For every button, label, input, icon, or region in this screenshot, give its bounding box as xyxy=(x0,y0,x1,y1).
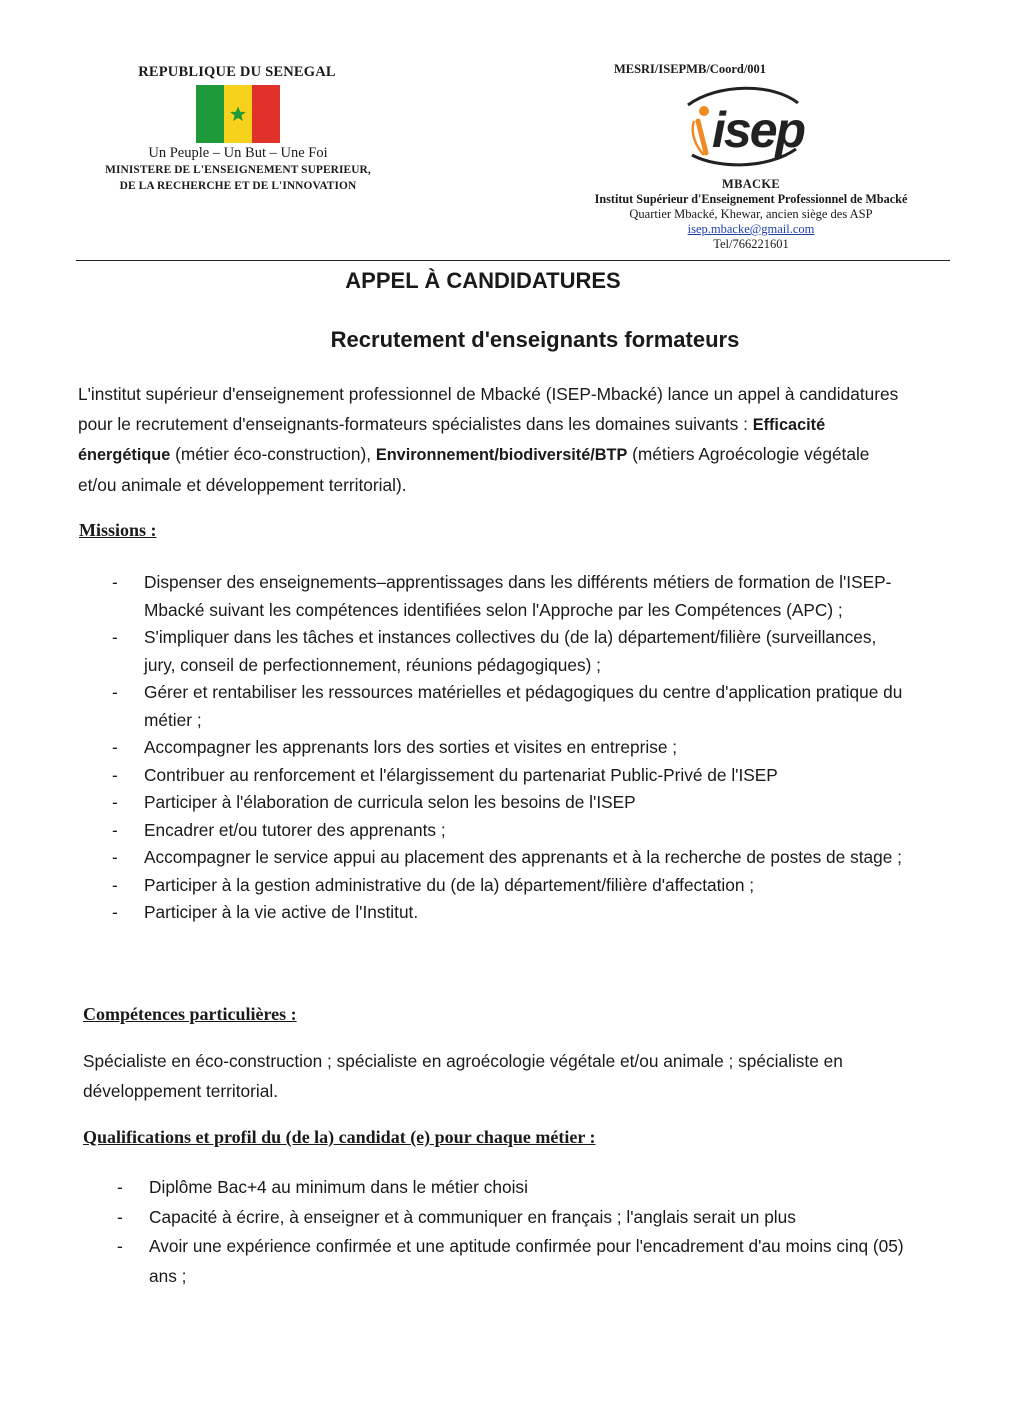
header-divider xyxy=(76,260,950,261)
list-item: - Participer à la gestion administrative du (de la) département/filière d'affectation ; xyxy=(144,872,904,900)
list-item: - S'impliquer dans les tâches et instances collectives du (de la) département/filière (surveillances, jury, conseil de perfectionnement, réunions pédagogiques) ; xyxy=(144,624,904,679)
institute-phone: Tel/766221601 xyxy=(713,237,789,251)
institute-name: Institut Supérieur d'Enseignement Professionnel de Mbacké xyxy=(594,192,908,206)
list-item: - Capacité à écrire, à enseigner et à communiquer en français ; l'anglais serait un plus xyxy=(149,1203,909,1233)
intro-paragraph xyxy=(78,380,908,500)
flag-yellow-band xyxy=(224,85,252,143)
domain-environment: Environnement/biodiversité/BTP xyxy=(375,446,628,464)
list-item: - Avoir une expérience confirmée et une aptitude confirmée pour l'encadrement d'au moins cinq (05) ans ; xyxy=(149,1232,909,1291)
header-right xyxy=(556,62,946,252)
list-item: - Encadrer et/ou tutorer des apprenants ; xyxy=(144,817,904,845)
isep-logo-text: isep xyxy=(712,102,805,158)
list-item: - Participer à l'élaboration de curricula selon les besoins de l'ISEP xyxy=(144,789,904,817)
isep-logo xyxy=(678,77,808,177)
intro-text-2: (métier éco-construction), xyxy=(170,444,376,464)
domain-energy: Efficacité énergétique xyxy=(78,415,826,464)
intro-text-1: L'institut supérieur d'enseignement professionnel de Mbacké (ISEP-Mbacké) lance un appel à candidatures pour le recrutement d'enseignants-formateurs spécialistes dans les domaines suivants : xyxy=(78,384,899,434)
list-item: - Gérer et rentabiliser les ressources matérielles et pédagogiques du centre d'application pratique du métier ; xyxy=(144,679,904,734)
city-name: MBACKE xyxy=(721,177,781,191)
flag-green-band xyxy=(196,85,224,143)
list-item: - Contribuer au renforcement et l'élargissement du partenariat Public-Privé de l'ISEP xyxy=(144,762,904,790)
qualifications-heading: Qualifications et profil du (de la) candidat (e) pour chaque métier : xyxy=(83,1127,596,1147)
page-title: APPEL À CANDIDATURES xyxy=(345,268,621,293)
list-item: - Accompagner les apprenants lors des sorties et visites en entreprise ; xyxy=(144,734,904,762)
senegal-flag xyxy=(196,85,280,143)
competences-text: Spécialiste en éco-construction ; spécialiste en agroécologie végétale et/ou animale ; spécialiste en développement territorial. xyxy=(83,1051,843,1101)
national-motto: Un Peuple – Un But – Une Foi xyxy=(148,145,328,161)
list-item: - Accompagner le service appui au placement des apprenants et à la recherche de postes de stage ; xyxy=(144,844,904,872)
flag-star-icon xyxy=(229,105,247,123)
list-item: - Diplôme Bac+4 au minimum dans le métier choisi xyxy=(149,1173,909,1203)
missions-list xyxy=(144,569,904,927)
qualifications-list xyxy=(149,1173,909,1291)
competences-heading: Compétences particulières : xyxy=(83,1004,297,1024)
ministry-line-1: MINISTERE DE L'ENSEIGNEMENT SUPERIEUR, xyxy=(105,164,371,176)
flag-red-band xyxy=(252,85,280,143)
list-item: - Participer à la vie active de l'Institut. xyxy=(144,899,904,927)
institute-address: Quartier Mbacké, Khewar, ancien siège des ASP xyxy=(629,207,873,221)
reference-number: MESRI/ISEPMB/Coord/001 xyxy=(613,62,767,76)
page-subtitle: Recrutement d'enseignants formateurs xyxy=(330,327,740,352)
institute-email-link[interactable]: isep.mbacke@gmail.com xyxy=(687,222,815,236)
list-item: - Dispenser des enseignements–apprentissages dans les différents métiers de formation de l'ISEP-Mbacké suivant les compétences identifiées selon l'Approche par les Compétences (APC) ; xyxy=(144,569,904,624)
header-left xyxy=(88,64,388,194)
missions-heading: Missions : xyxy=(79,520,157,540)
intro-text-3: (métiers Agroécologie végétale et/ou animale et développement territorial). xyxy=(78,444,870,495)
country-name: REPUBLIQUE DU SENEGAL xyxy=(138,64,336,80)
ministry-line-2: DE LA RECHERCHE ET DE L'INNOVATION xyxy=(119,180,357,192)
